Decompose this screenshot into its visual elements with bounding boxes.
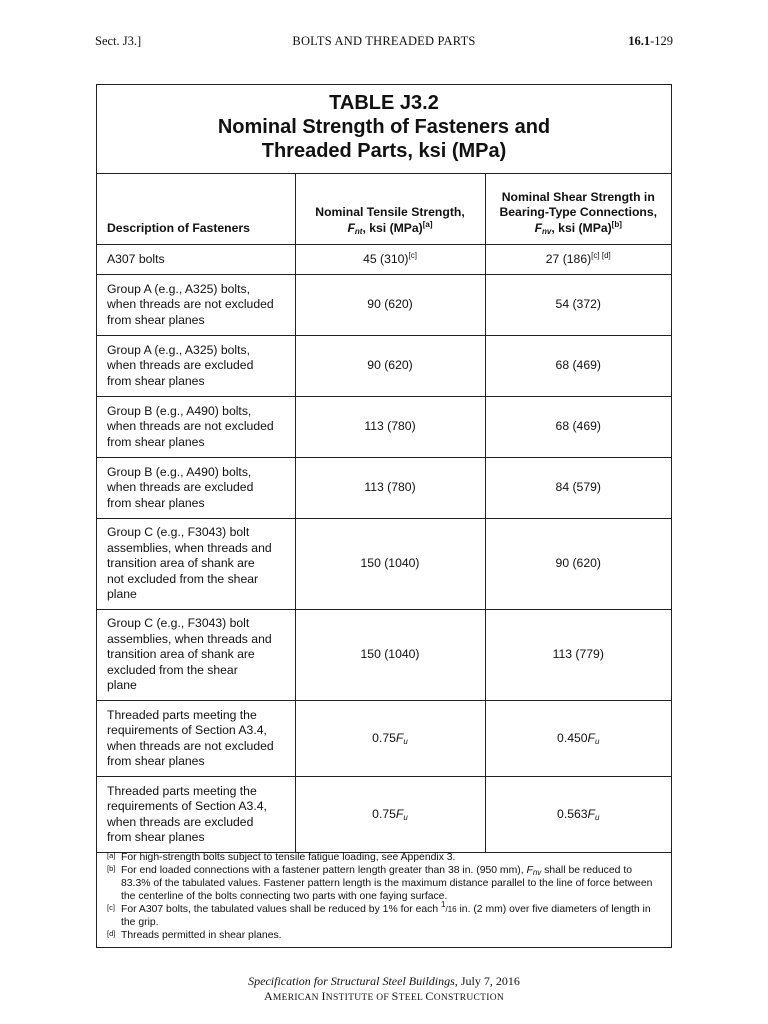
tensile-value: 113 (780) — [295, 458, 485, 519]
shear-value: $0.450F_u$ — [485, 701, 671, 777]
note-b: [b] For end loaded connections with a fastener pattern length greater than 38 in. (950 mm), $F_{nv}$ shall be reduced to 83.3% of the tabulated values. Fastener pattern length is the maximum distance parallel to the line of force between the centerline of the bolts connecting two parts with one faying surface. — [107, 864, 653, 902]
row-description: Group A (e.g., A325) bolts, when threads are excluded from shear planes — [97, 336, 295, 397]
note-c: [c] For A307 bolts, the tabulated values shall be reduced by 1% for each $^1$/16 in. (2 mm) over five diameters of length in the grip. — [107, 900, 651, 928]
table-title-block — [97, 85, 671, 174]
table-row — [97, 519, 671, 610]
table-number: TABLE J3.2 — [329, 92, 439, 114]
header-description: Description of Fasteners — [97, 174, 295, 245]
row-description: Group C (e.g., F3043) bolt assemblies, when threads and transition area of shank are excluded from the shear plane — [97, 610, 295, 701]
table-row — [97, 245, 671, 275]
table-frame — [96, 84, 672, 948]
tensile-value: 90 (620) — [295, 275, 485, 336]
tensile-value: 150 (1040) — [295, 519, 485, 610]
tensile-value: 90 (620) — [295, 336, 485, 397]
shear-value: 90 (620) — [485, 519, 671, 610]
note-d: [d] Threads permitted in shear planes. — [107, 929, 282, 941]
table-notes — [107, 851, 663, 942]
table-row — [97, 336, 671, 397]
shear-value: 54 (372) — [485, 275, 671, 336]
table-row — [97, 701, 671, 777]
row-description: Group C (e.g., F3043) bolt assemblies, when threads and transition area of shank are not excluded from the shear plane — [97, 519, 295, 610]
tensile-value: $0.75F_u$ — [295, 777, 485, 853]
shear-value: 68 (469) — [485, 397, 671, 458]
shear-value: 113 (779) — [485, 610, 671, 701]
table-title-line-1: Nominal Strength of Fasteners and — [217, 116, 551, 138]
note-a: [a] For high-strength bolts subject to tensile fatigue loading, see Appendix 3. — [107, 851, 456, 863]
table-row — [97, 777, 671, 853]
tensile-value: 113 (780) — [295, 397, 485, 458]
row-description: A307 bolts — [97, 245, 295, 275]
shear-value: 27 (186)[c] [d] — [485, 245, 671, 275]
table-row — [97, 275, 671, 336]
table-row — [97, 458, 671, 519]
table-title-line-2: Threaded Parts, ksi (MPa) — [261, 140, 507, 162]
table-row — [97, 610, 671, 701]
row-description: Threaded parts meeting the requirements of Section A3.4, when threads are excluded from shear planes — [97, 777, 295, 853]
row-description: Threaded parts meeting the requirements of Section A3.4, when threads are not excluded from shear planes — [97, 701, 295, 777]
fastener-strength-table — [97, 174, 671, 853]
row-description: Group B (e.g., A490) bolts, when threads are excluded from shear planes — [97, 458, 295, 519]
header-tensile-strength: Nominal Tensile Strength, $F_{nt}$, ksi (MPa)[a] — [295, 174, 485, 245]
table-row — [97, 397, 671, 458]
tensile-value: $0.75F_u$ — [295, 701, 485, 777]
row-description: Group B (e.g., A490) bolts, when threads are not excluded from shear planes — [97, 397, 295, 458]
row-description: Group A (e.g., A325) bolts, when threads are not excluded from shear planes — [97, 275, 295, 336]
tensile-value: 150 (1040) — [295, 610, 485, 701]
shear-value: 68 (469) — [485, 336, 671, 397]
running-head — [95, 34, 673, 50]
footer-publisher: AMERICAN INSTITUTE OF STEEL CONSTRUCTION — [263, 989, 505, 1003]
section-reference: Sect. J3.] — [95, 34, 142, 48]
header-shear-strength: Nominal Shear Strength in Bearing-Type Connections, $F_{nv}$, ksi (MPa)[b] — [485, 174, 671, 245]
page-number: 16.1-129 — [628, 34, 673, 48]
shear-value: $0.563F_u$ — [485, 777, 671, 853]
table-header-row — [97, 174, 671, 245]
footer-specification: Specification for Structural Steel Buildings, July 7, 2016 — [248, 974, 520, 988]
tensile-value: 45 (310)[c] — [295, 245, 485, 275]
chapter-heading: BOLTS AND THREADED PARTS — [292, 34, 476, 48]
shear-value: 84 (579) — [485, 458, 671, 519]
